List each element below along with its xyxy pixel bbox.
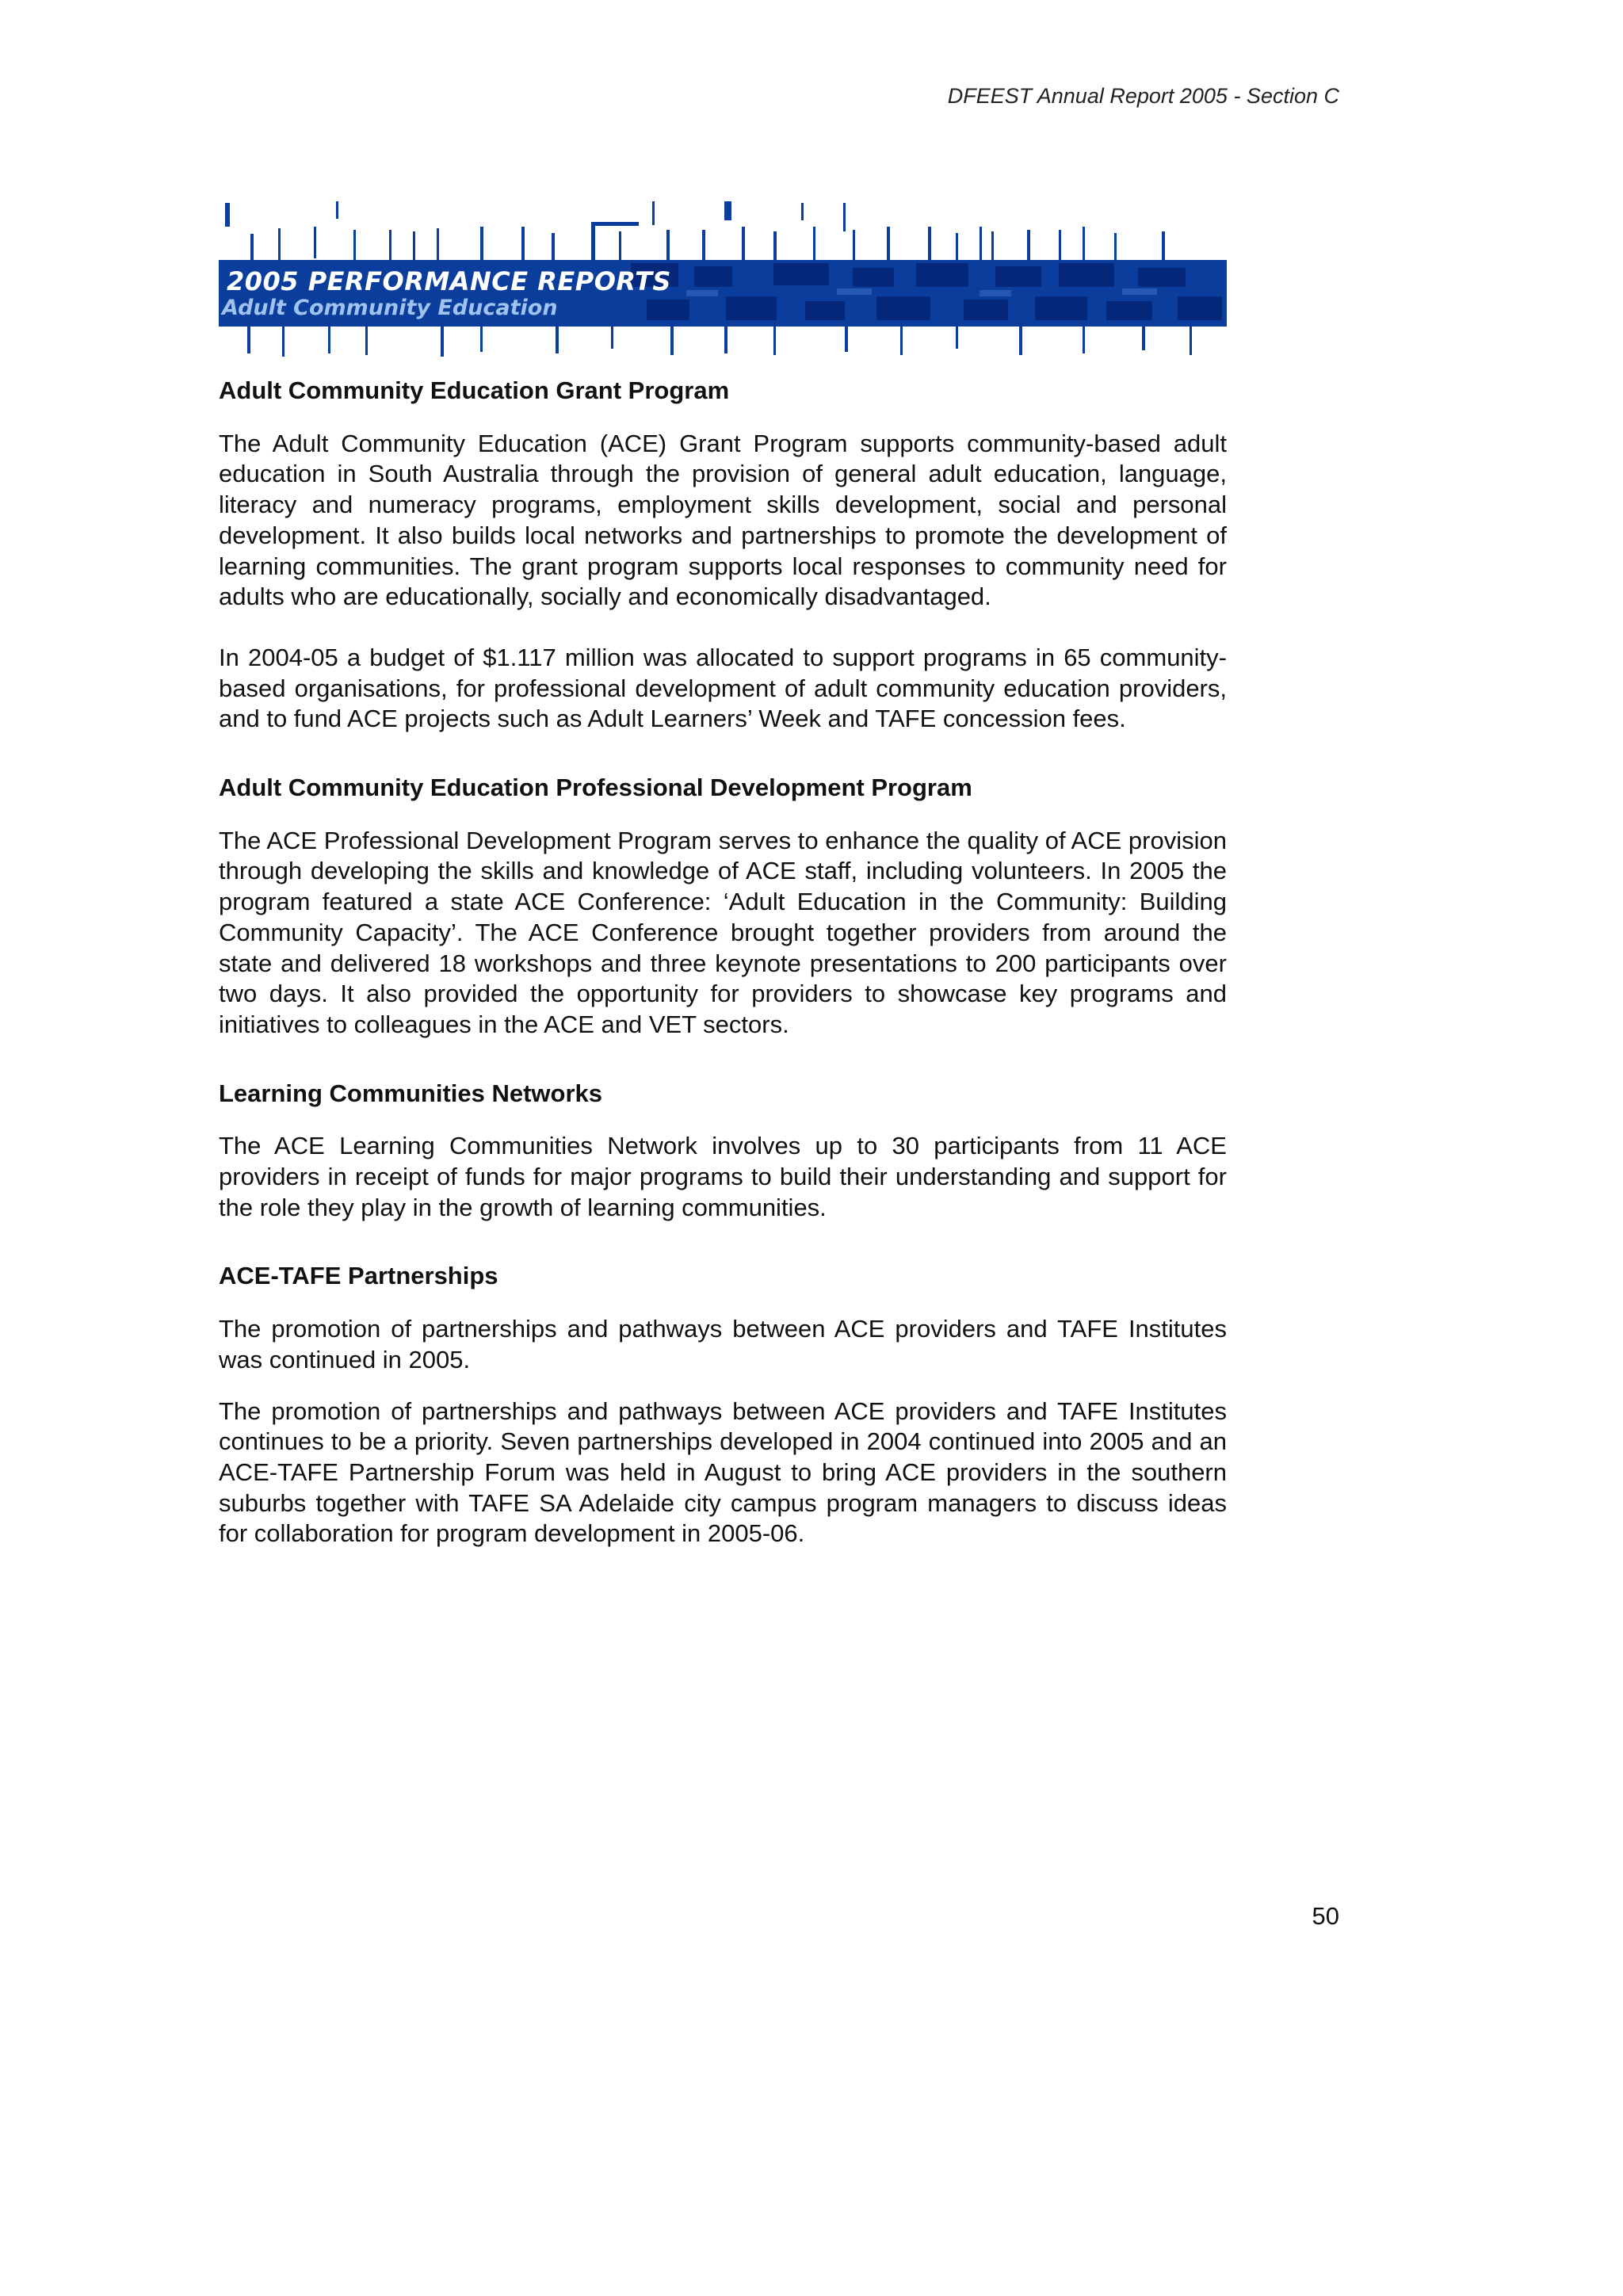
page-number: 50 bbox=[1312, 1902, 1339, 1930]
banner-subtitle: Adult Community Education bbox=[222, 296, 558, 321]
banner-bottom-ticks bbox=[247, 325, 1192, 357]
section-banner bbox=[219, 198, 1227, 365]
section-heading-professional-development: Adult Community Education Professional Development Program bbox=[219, 774, 972, 802]
paragraph: In 2004-05 a budget of $1.117 million was allocated to support programs in 65 community-based organisations, for professional development of adult community education providers, and to fund ACE projects such as Adult Learners’ Week and TAFE concession fees. bbox=[219, 643, 1227, 733]
paragraph: The promotion of partnerships and pathways between ACE providers and TAFE Institutes was continued in 2005. bbox=[219, 1315, 1227, 1373]
paragraph: The ACE Learning Communities Network involves up to 30 participants from 11 ACE providers in receipt of funds for major programs to build their understanding and support for the role they play in the growth of learning communities. bbox=[219, 1132, 1227, 1221]
running-header: DFEEST Annual Report 2005 - Section C bbox=[947, 84, 1339, 108]
section-heading-grant-program: Adult Community Education Grant Program bbox=[219, 376, 730, 404]
paragraph: The ACE Professional Development Program serves to enhance the quality of ACE provision through developing the skills and knowledge of ACE staff, including volunteers. In 2005 the program featured a state ACE Conference: ‘Adult Education in the Community: Building Community Capacity’. The ACE Conference brought together providers from around the state and delivered 18 workshops and three keynote presentations to 200 participants over two days. It also provided the opportunity for providers to showcase key programs and initiatives to colleagues in the ACE and VET sectors. bbox=[219, 826, 1227, 1038]
section-heading-learning-communities: Learning Communities Networks bbox=[219, 1079, 603, 1107]
report-body bbox=[219, 376, 1227, 1580]
paragraph: The Adult Community Education (ACE) Grant Program supports community-based adult education in South Australia through the provision of general adult education, language, literacy and numeracy programs, employment skills development, social and personal development. It also builds local networks and partnerships to promote the development of learning communities. The grant program supports local responses to community need for adults who are educationally, socially and economically disadvantaged. bbox=[219, 429, 1227, 611]
banner-title: 2005 PERFORMANCE REPORTS bbox=[227, 266, 671, 296]
banner-text bbox=[222, 266, 671, 322]
section-heading-ace-tafe-partnerships: ACE-TAFE Partnerships bbox=[219, 1262, 498, 1290]
paragraph: The promotion of partnerships and pathways between ACE providers and TAFE Institutes continues to be a priority. Seven partnerships developed in 2004 continued into 2005 and an ACE-TAFE Partnership Forum was held in August to bring ACE providers in the southern suburbs together with TAFE SA Adelaide city campus program managers to discuss ideas for collaboration for program development in 2005-06. bbox=[219, 1396, 1227, 1548]
banner-top-ticks bbox=[225, 201, 1165, 261]
